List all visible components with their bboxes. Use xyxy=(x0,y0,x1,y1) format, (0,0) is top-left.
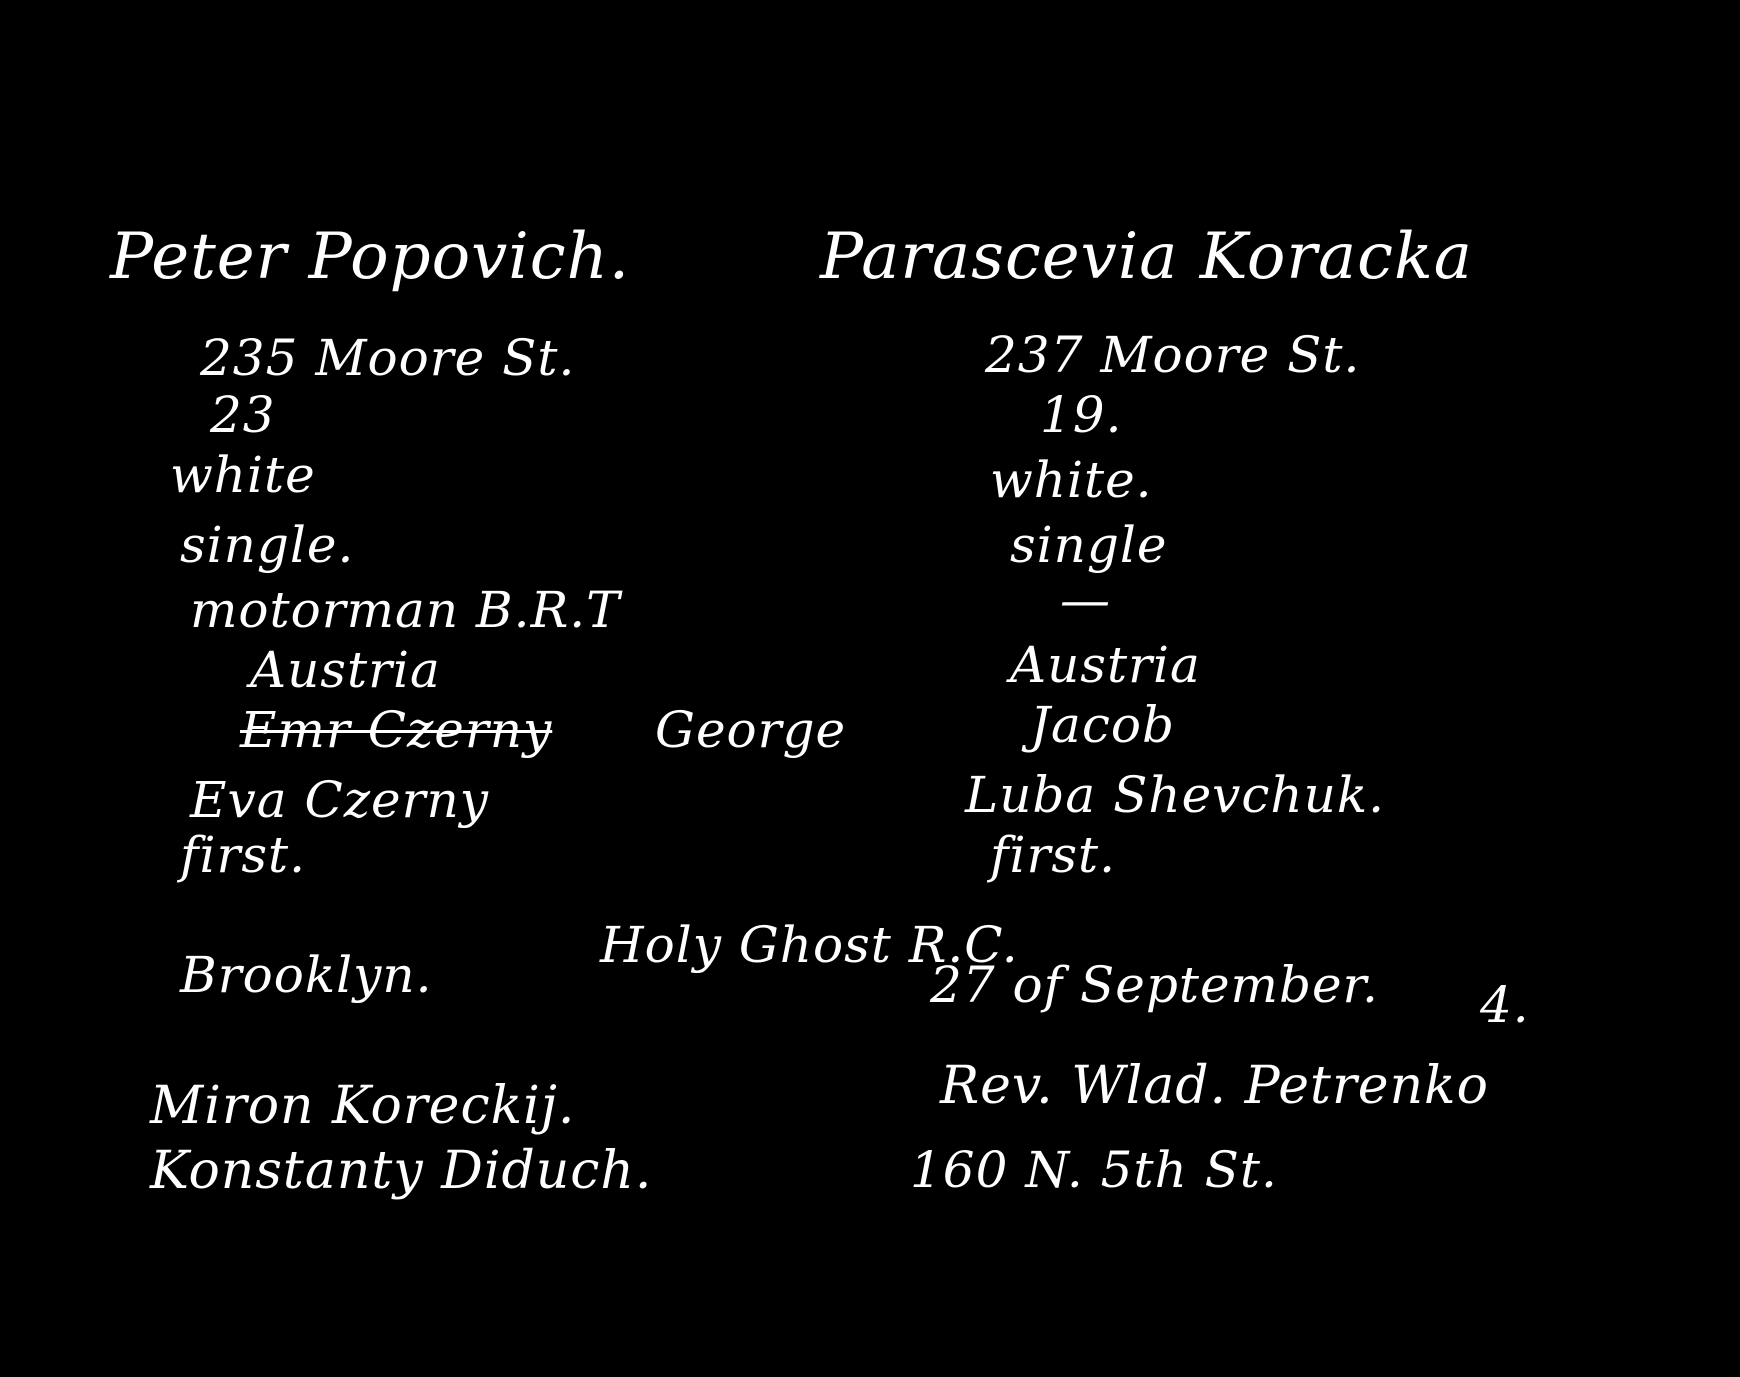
ceremony-officiant: Rev. Wlad. Petrenko xyxy=(940,1056,1489,1116)
groom-father-struck: Emr Czerny xyxy=(240,701,553,759)
groom-address: 235 Moore St. xyxy=(200,329,576,387)
groom-name: Peter Popovich. xyxy=(110,220,631,294)
bride-address: 237 Moore St. xyxy=(985,326,1361,384)
groom-occupation: motorman B.R.T xyxy=(190,581,621,639)
groom-marriage: first. xyxy=(180,826,307,884)
bride-marriage: first. xyxy=(990,826,1117,884)
ceremony-number: 4. xyxy=(1480,976,1530,1034)
bride-name: Parascevia Koracka xyxy=(820,220,1473,294)
groom-birthplace: Austria xyxy=(250,641,441,699)
groom-status: single. xyxy=(180,516,355,574)
bride-color: white. xyxy=(990,451,1153,509)
bride-mother: Luba Shevchuk. xyxy=(965,766,1386,824)
ceremony-officiant-address: 160 N. 5th St. xyxy=(910,1141,1278,1199)
bride-age: 19. xyxy=(1040,386,1123,444)
bride-father: Jacob xyxy=(1030,696,1175,754)
ceremony-church: Holy Ghost R.C. xyxy=(600,916,1019,974)
groom-age: 23 xyxy=(210,386,276,444)
witness-2: Konstanty Diduch. xyxy=(150,1141,653,1201)
ceremony-place: Brooklyn. xyxy=(180,946,433,1004)
bride-status: single xyxy=(1010,516,1168,574)
bride-birthplace: Austria xyxy=(1010,636,1201,694)
groom-father: George xyxy=(655,701,847,759)
bride-occupation-blank: — xyxy=(1060,571,1111,629)
groom-mother: Eva Czerny xyxy=(190,771,489,829)
groom-color: white xyxy=(170,446,316,504)
witness-1: Miron Koreckij. xyxy=(150,1076,576,1136)
ceremony-date: 27 of September. xyxy=(930,956,1379,1014)
